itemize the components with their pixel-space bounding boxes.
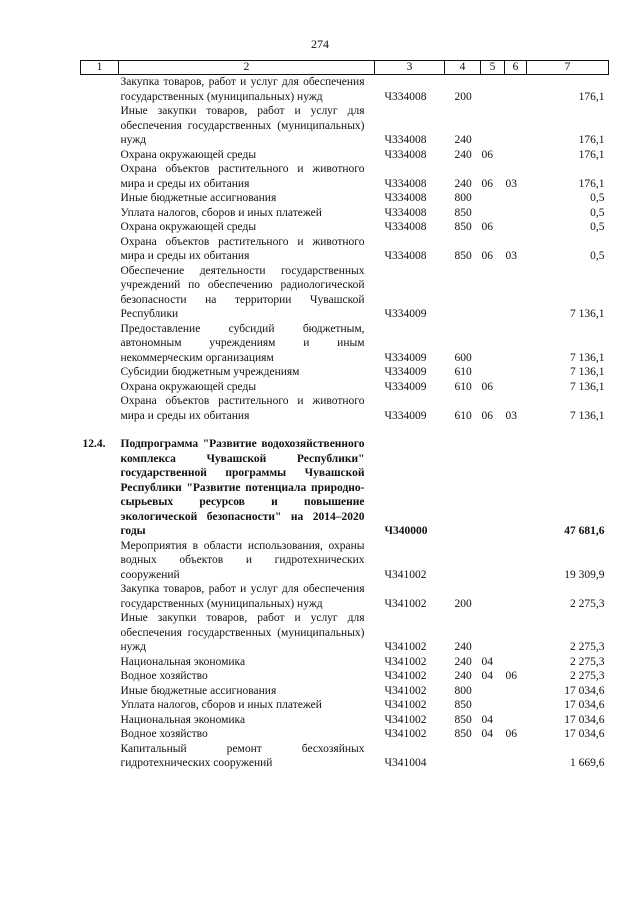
row-subsection — [505, 698, 527, 713]
header-col-3: 3 — [375, 61, 445, 75]
row-name: Иные бюджетные ассигнования — [120, 684, 277, 697]
header-col-2: 2 — [119, 61, 375, 75]
table-row — [81, 365, 609, 380]
row-section — [481, 206, 505, 221]
row-target-code: Ч334008 — [384, 192, 427, 204]
row-number — [81, 713, 119, 728]
row-amount — [527, 423, 609, 437]
row-section — [481, 582, 505, 611]
header-col-7: 7 — [527, 61, 609, 75]
row-amount: 17 034,6 — [564, 699, 605, 711]
row-section: 04 — [481, 713, 493, 726]
row-target-code: Ч334008 — [384, 221, 427, 233]
row-number — [81, 322, 119, 366]
row-target-code: Ч334008 — [384, 90, 427, 103]
row-name: Национальная экономика — [120, 713, 246, 726]
row-name: Охрана окружающей среды — [120, 221, 257, 233]
row-expense-type — [445, 437, 481, 539]
row-amount: 7 136,1 — [570, 308, 605, 320]
row-name: Охрана объектов растительного и животного мира и среды их обитания — [120, 395, 365, 422]
row-section: 04 — [481, 670, 493, 682]
table-row — [81, 322, 609, 366]
table-header — [81, 61, 609, 75]
row-expense-type: 850 — [454, 699, 472, 711]
row-subsection — [505, 322, 527, 366]
row-amount: 17 034,6 — [564, 684, 605, 697]
row-name: Закупка товаров, работ и услуг для обеспечения государственных (муниципальных) нужд — [120, 76, 365, 103]
row-section: 04 — [481, 655, 493, 668]
header-col-4: 4 — [445, 61, 481, 75]
row-target-code: Ч334009 — [384, 409, 427, 422]
row-subsection — [505, 380, 527, 395]
row-expense-type — [445, 423, 481, 437]
row-number — [81, 611, 119, 655]
table-row — [81, 611, 609, 655]
row-expense-type: 850 — [454, 250, 472, 262]
row-number — [81, 698, 119, 713]
table-row — [81, 235, 609, 264]
row-subsection: 03 — [505, 409, 517, 422]
row-expense-type: 610 — [454, 409, 472, 422]
row-target-code: Ч341002 — [384, 568, 427, 581]
table-row — [81, 394, 609, 423]
row-expense-type: 800 — [454, 684, 472, 697]
row-subsection — [505, 582, 527, 611]
row-number — [81, 148, 119, 163]
row-amount: 0,5 — [590, 250, 605, 262]
row-subsection: 03 — [505, 250, 517, 262]
row-subsection — [505, 437, 527, 539]
row-target-code: Ч334008 — [384, 250, 427, 262]
row-expense-type: 850 — [454, 206, 472, 219]
row-number — [81, 162, 119, 191]
row-amount: 19 309,9 — [564, 568, 605, 581]
row-number: 12.4. — [82, 438, 106, 450]
row-target-code: Ч334009 — [384, 380, 427, 393]
row-subsection — [505, 148, 527, 163]
row-target-code: Ч341002 — [384, 597, 427, 610]
row-section — [481, 437, 505, 539]
row-subsection: 06 — [505, 728, 517, 740]
row-number — [81, 539, 119, 583]
row-name: Водное хозяйство — [120, 670, 208, 682]
row-subsection — [505, 75, 527, 105]
table-row — [81, 380, 609, 395]
row-section — [481, 539, 505, 583]
row-amount: 7 136,1 — [570, 380, 605, 393]
table-row — [81, 162, 609, 191]
row-name — [119, 423, 375, 437]
row-amount: 0,5 — [590, 221, 605, 233]
row-amount: 17 034,6 — [564, 728, 605, 740]
row-expense-type: 240 — [454, 177, 472, 190]
table-row — [81, 713, 609, 728]
row-expense-type: 600 — [454, 351, 472, 364]
table-row — [81, 582, 609, 611]
row-section: 06 — [481, 409, 493, 422]
row-amount: 7 136,1 — [570, 366, 605, 378]
row-target-code: Ч334008 — [384, 206, 427, 219]
row-target-code: Ч340000 — [384, 525, 428, 537]
row-expense-type: 240 — [454, 134, 472, 146]
table-row — [81, 539, 609, 583]
row-section: 06 — [481, 380, 493, 393]
row-target-code — [375, 423, 445, 437]
row-section — [481, 365, 505, 380]
row-target-code: Ч334009 — [384, 351, 427, 364]
row-subsection — [505, 104, 527, 148]
row-amount: 2 275,3 — [570, 641, 605, 653]
row-subsection — [505, 684, 527, 699]
row-amount: 7 136,1 — [570, 409, 605, 422]
row-amount: 2 275,3 — [570, 670, 605, 682]
row-number — [81, 104, 119, 148]
row-subsection — [505, 220, 527, 235]
row-number — [81, 264, 119, 322]
table-row — [81, 206, 609, 221]
row-amount: 176,1 — [578, 177, 605, 190]
row-section — [481, 75, 505, 105]
row-name: Иные закупки товаров, работ и услуг для обеспечения государственных (муниципальных) нужд — [120, 105, 365, 146]
header-row — [81, 61, 609, 75]
row-number — [81, 742, 119, 771]
row-subsection — [505, 365, 527, 380]
row-expense-type: 800 — [454, 192, 472, 204]
row-name: Мероприятия в области использования, охраны водных объектов и гидротехнических сооружений — [120, 539, 365, 581]
header-col-1: 1 — [81, 61, 119, 75]
row-target-code: Ч341002 — [384, 641, 427, 653]
budget-table — [80, 60, 609, 771]
table-row — [81, 684, 609, 699]
row-subsection — [505, 742, 527, 771]
row-section — [481, 322, 505, 366]
row-expense-type: 200 — [454, 90, 472, 103]
row-section: 06 — [481, 250, 493, 262]
row-number — [81, 582, 119, 611]
row-number — [81, 380, 119, 395]
row-target-code: Ч341002 — [384, 728, 427, 740]
row-number — [81, 235, 119, 264]
row-section — [481, 684, 505, 699]
spacer-row — [81, 423, 609, 437]
table-row — [81, 742, 609, 771]
table-row — [81, 148, 609, 163]
row-subsection — [505, 655, 527, 670]
row-name: Иные бюджетные ассигнования — [120, 192, 277, 204]
row-number — [81, 669, 119, 684]
row-subsection: 06 — [505, 670, 517, 682]
row-amount: 17 034,6 — [564, 713, 605, 726]
row-number — [81, 191, 119, 206]
row-target-code: Ч341004 — [384, 757, 427, 769]
row-section — [481, 611, 505, 655]
row-name: Субсидии бюджетным учреждениям — [120, 366, 300, 378]
row-name: Уплата налогов, сборов и иных платежей — [120, 206, 322, 219]
row-expense-type — [445, 742, 481, 771]
row-amount: 47 681,6 — [564, 525, 605, 537]
row-target-code: Ч334008 — [384, 148, 427, 161]
table-row — [81, 75, 609, 105]
table-row — [81, 264, 609, 322]
row-target-code: Ч334009 — [384, 308, 427, 320]
row-expense-type: 240 — [454, 641, 472, 653]
row-section: 06 — [481, 177, 493, 190]
row-name: Предоставление субсидий бюджетным, автономным учреждениям и иным некоммерческим организациям — [120, 322, 365, 364]
row-amount: 2 275,3 — [570, 655, 605, 668]
row-subsection: 03 — [505, 177, 517, 190]
row-amount: 2 275,3 — [570, 597, 605, 610]
row-section: 04 — [481, 728, 493, 740]
row-number — [81, 206, 119, 221]
row-name: Уплата налогов, сборов и иных платежей — [120, 699, 322, 711]
row-number — [81, 75, 119, 105]
row-amount: 1 669,6 — [570, 757, 605, 769]
row-name: Иные закупки товаров, работ и услуг для обеспечения государственных (муниципальных) нужд — [120, 612, 365, 653]
table-row — [81, 727, 609, 742]
row-target-code: Ч334008 — [384, 177, 427, 190]
row-section: 06 — [481, 221, 493, 233]
row-amount: 176,1 — [578, 148, 605, 161]
row-name: Охрана окружающей среды — [120, 148, 257, 161]
row-section — [481, 698, 505, 713]
page-number: 274 — [311, 37, 329, 51]
row-name: Национальная экономика — [120, 655, 246, 668]
row-amount: 7 136,1 — [570, 351, 605, 364]
row-amount: 0,5 — [590, 192, 605, 204]
subprogram-row — [81, 437, 609, 539]
row-number — [81, 684, 119, 699]
row-expense-type: 610 — [454, 366, 472, 378]
row-section — [481, 423, 505, 437]
row-number — [81, 727, 119, 742]
table-row — [81, 655, 609, 670]
row-section — [481, 742, 505, 771]
row-subsection — [505, 539, 527, 583]
row-expense-type: 200 — [454, 597, 472, 610]
row-subsection — [505, 423, 527, 437]
row-name: Водное хозяйство — [120, 728, 208, 740]
row-target-code: Ч341002 — [384, 670, 427, 682]
row-amount: 176,1 — [578, 90, 605, 103]
row-target-code: Ч334008 — [384, 134, 427, 146]
row-subsection — [505, 191, 527, 206]
row-target-code: Ч341002 — [384, 684, 427, 697]
row-number — [81, 365, 119, 380]
row-name: Подпрограмма "Развитие водохозяйственного комплекса Чувашской Республики" государственной программы Чувашской Республики "Развитие потенциала природно-сырьевых ресурсов и повышение экологической безопасности" на 2014–2020 годы — [120, 438, 365, 537]
row-subsection — [505, 611, 527, 655]
row-amount: 0,5 — [590, 206, 605, 219]
row-section — [481, 191, 505, 206]
row-name: Охрана объектов растительного и животного мира и среды их обитания — [120, 235, 365, 262]
table-row — [81, 669, 609, 684]
row-target-code: Ч341002 — [384, 713, 427, 726]
row-name: Охрана объектов растительного и животного мира и среды их обитания — [120, 163, 365, 190]
table-row — [81, 220, 609, 235]
table-row — [81, 191, 609, 206]
row-amount: 176,1 — [578, 134, 605, 146]
table-row — [81, 698, 609, 713]
row-subsection — [505, 264, 527, 322]
row-expense-type: 610 — [454, 380, 472, 393]
row-section: 06 — [481, 148, 493, 161]
row-expense-type: 240 — [454, 148, 472, 161]
row-expense-type: 850 — [454, 221, 472, 233]
row-expense-type — [445, 264, 481, 322]
row-name: Обеспечение деятельности государственных учреждений по обеспечению радиологической безопасности на территории Чувашской Республики — [120, 264, 365, 320]
row-section — [481, 264, 505, 322]
row-subsection — [505, 206, 527, 221]
row-target-code: Ч341002 — [384, 699, 427, 711]
row-section — [481, 104, 505, 148]
header-col-5: 5 — [481, 61, 505, 75]
row-number — [81, 655, 119, 670]
row-expense-type: 240 — [454, 670, 472, 682]
table-body — [81, 75, 609, 771]
row-number — [81, 423, 119, 437]
table-row — [81, 104, 609, 148]
row-expense-type: 240 — [454, 655, 472, 668]
row-subsection — [505, 713, 527, 728]
row-target-code: Ч341002 — [384, 655, 427, 668]
row-name: Закупка товаров, работ и услуг для обеспечения государственных (муниципальных) нужд — [120, 583, 365, 610]
header-col-6: 6 — [505, 61, 527, 75]
row-expense-type — [445, 539, 481, 583]
row-expense-type: 850 — [454, 728, 472, 740]
row-name: Капитальный ремонт бесхозяйных гидротехнических сооружений — [120, 742, 365, 769]
row-target-code: Ч334009 — [384, 366, 427, 378]
row-number — [81, 220, 119, 235]
row-number — [81, 394, 119, 423]
row-name: Охрана окружающей среды — [120, 380, 257, 393]
row-expense-type: 850 — [454, 713, 472, 726]
